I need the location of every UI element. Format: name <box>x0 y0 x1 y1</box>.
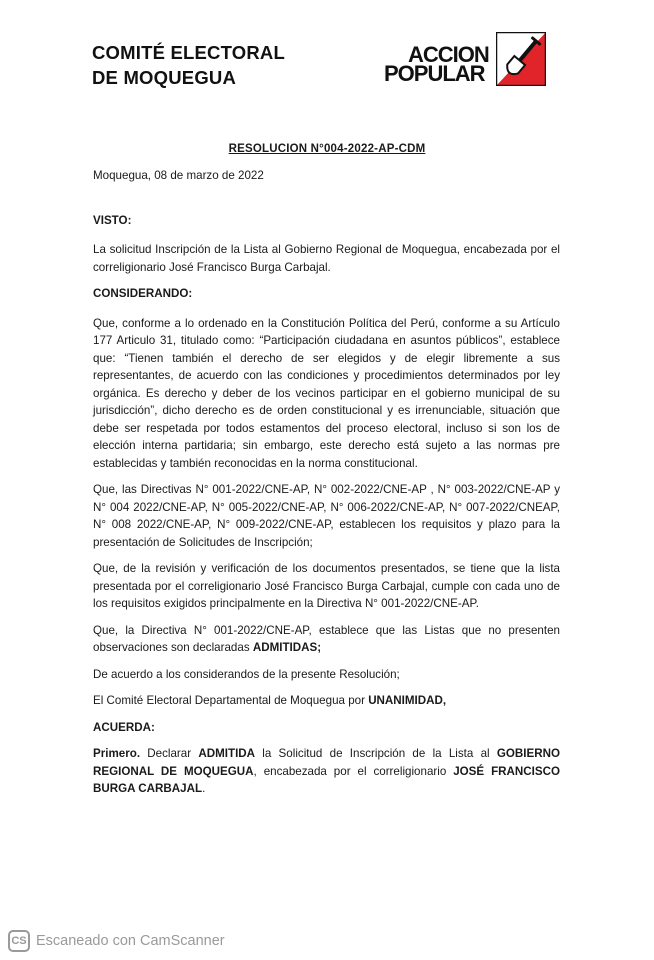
logo-text-popular: POPULAR <box>384 61 485 86</box>
considerando-heading: CONSIDERANDO: <box>93 287 193 300</box>
paragraph-considerandos: De acuerdo a los considerandos de la presente Resolución; <box>93 667 400 681</box>
accion-popular-logo <box>384 32 547 94</box>
paragraph-directives: Que, las Directivas N° 001-2022/CNE-AP, N° 002-2022/CNE-AP , N° 003-2022/CNE-AP y N° 004 2022/CNE-AP, N° 005-2022/CNE-AP, N° 006-2022/CNE-AP, N° 007-2022/CNEAP, N° 008 2022/CNE-AP, N° 009-2022/CNE-AP, establecen los requisitos y plazo para la presentación de Solicitudes de Inscripción; <box>93 483 560 549</box>
committee-name-line2: DE MOQUEGUA <box>92 67 237 88</box>
primero-text-3: , encabezada por el correligionario <box>253 764 454 778</box>
visto-heading: VISTO: <box>93 213 132 227</box>
paragraph-unanimidad-bold: UNANIMIDAD, <box>368 694 447 707</box>
acuerda-heading: ACUERDA: <box>93 720 155 734</box>
resolution-title: RESOLUCION N°004-2022-AP-CDM <box>228 143 426 155</box>
paragraph-unanimidad-text: El Comité Electoral Departamental de Moquegua por <box>93 694 369 707</box>
primero-bold-gobierno: GOBIERNO REGIONAL DE MOQUEGUA <box>93 747 560 778</box>
paragraph-primero <box>93 745 560 798</box>
paragraph-admitidas <box>93 622 560 657</box>
date-line: Moquegua, 08 de marzo de 2022 <box>93 169 264 182</box>
visto-text: La solicitud Inscripción de la Lista al Gobierno Regional de Moquegua, encabezada por el correligionario José Francisco Burga Carbajal. <box>93 243 560 274</box>
primero-text-1: Declarar <box>140 747 199 760</box>
primero-text-4: . <box>202 782 206 795</box>
primero-bold-nombre: JOSÉ FRANCISCO BURGA CARBAJAL <box>93 764 561 795</box>
paragraph-admitidas-text: Que, la Directiva N° 001-2022/CNE-AP, establece que las Listas que no presenten observaciones son declaradas <box>93 623 560 654</box>
document-body <box>93 167 560 798</box>
camscanner-icon: CS <box>8 930 30 952</box>
camscanner-text: Escaneado con CamScanner <box>36 933 225 949</box>
committee-name <box>92 40 285 90</box>
paragraph-admitidas-bold: ADMITIDAS; <box>252 641 322 654</box>
camscanner-watermark <box>8 928 225 954</box>
primero-label: Primero. <box>93 747 141 760</box>
shovel-icon <box>496 32 546 86</box>
primero-text-2: la Solicitud de Inscripción de la Lista al <box>255 747 497 760</box>
primero-bold-admitida: ADMITIDA <box>198 747 256 760</box>
logo-text-accion: ACCION <box>408 42 489 67</box>
paragraph-unanimidad <box>93 692 560 710</box>
committee-name-line1: COMITÉ ELECTORAL <box>92 42 285 63</box>
paragraph-verification: Que, de la revisión y verificación de los documentos presentados, se tiene que la lista presentada por el correligionario José Francisco Burga Carbajal, cumple con cada uno de los requisitos exigidos principalmente en la Directiva N° 001-2022/CNE-AP. <box>93 562 560 610</box>
paragraph-constitution: Que, conforme a lo ordenado en la Constitución Política del Perú, conforme a su Artículo 177 Articulo 31, titulado como: “Participación ciudadana en asuntos públicos”, establece que: “Tienen también el derecho de ser elegidos y de elegir libremente a sus representantes, de acuerdo con las condiciones y procedimientos determinados por ley orgánica. Es derecho y deber de los vecinos participar en el gobierno municipal de su jurisdicción”, dicho derecho es de orden constitucional y es irrenunciable, situación que debe ser respetada por todos estamentos del proceso electoral, incluso si son los de elección interna partidaria; sin embargo, este derecho está sujeto a las normas pre establecidas y también reconocidas en la norma constitucional. <box>93 316 560 470</box>
